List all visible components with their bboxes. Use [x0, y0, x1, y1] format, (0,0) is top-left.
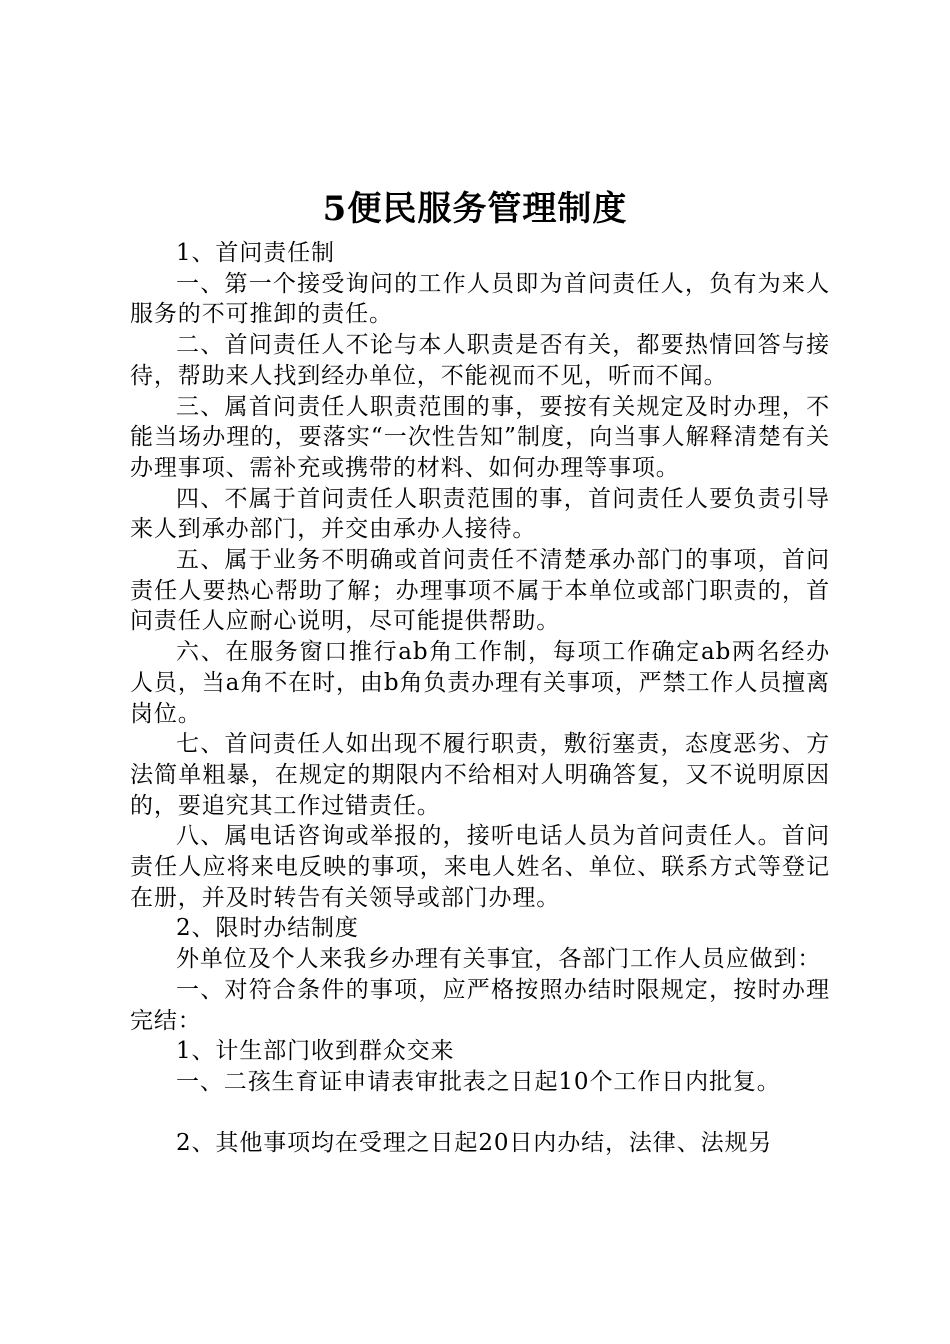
paragraph: 一、对符合条件的事项，应严格按照办结时限规定，按时办理完结：: [130, 976, 830, 1034]
paragraph: 六、在服务窗口推行ab角工作制，每项工作确定ab两名经办人员，当a角不在时，由b角负责办理有关事项，严禁工作人员擅离岗位。: [130, 639, 830, 727]
paragraph: 1、计生部门收到群众交来: [176, 1038, 455, 1065]
document-body: [130, 238, 830, 1158]
paragraph: 三、属首问责任人职责范围的事，要按有关规定及时办理，不能当场办理的，要落实“一次性告知”制度，向当事人解释清楚有关办理事项、需补充或携带的材料、如何办理等事项。: [130, 393, 830, 481]
paragraph: 二、首问责任人不论与本人职责是否有关，都要热情回答与接待，帮助来人找到经办单位，不能视而不见，听而不闻。: [130, 332, 830, 389]
paragraph: 2、其他事项均在受理之日起20日内办结，法律、法规另: [176, 1129, 773, 1156]
paragraph: 外单位及个人来我乡办理有关事宜，各部门工作人员应做到：: [176, 946, 822, 973]
document-title: 5便民服务管理制度: [322, 189, 628, 229]
paragraph: 四、不属于首问责任人职责范围的事，首问责任人要负责引导来人到承办部门，并交由承办人接待。: [130, 485, 830, 543]
paragraph-section-1-heading: 1、首问责任制: [176, 240, 335, 266]
paragraph-section-2-heading: 2、限时办结制度: [176, 915, 359, 942]
paragraph: 一、二孩生育证申请表审批表之日起10个工作日内批复。: [176, 1068, 781, 1095]
paragraph: 七、首问责任人如出现不履行职责，敷衍塞责，态度恶劣、方法简单粗暴，在规定的期限内不给相对人明确答复，又不说明原因的，要追究其工作过错责任。: [130, 731, 830, 819]
paragraph: 一、第一个接受询问的工作人员即为首问责任人，负有为来人服务的不可推卸的责任。: [130, 270, 830, 328]
paragraph: 八、属电话咨询或举报的，接听电话人员为首问责任人。首问责任人应将来电反映的事项，来电人姓名、单位、联系方式等登记在册，并及时转告有关领导或部门办理。: [130, 823, 830, 911]
paragraph: 五、属于业务不明确或首问责任不清楚承办部门的事项，首问责任人要热心帮助了解；办理事项不属于本单位或部门职责的，首问责任人应耐心说明，尽可能提供帮助。: [130, 547, 830, 635]
